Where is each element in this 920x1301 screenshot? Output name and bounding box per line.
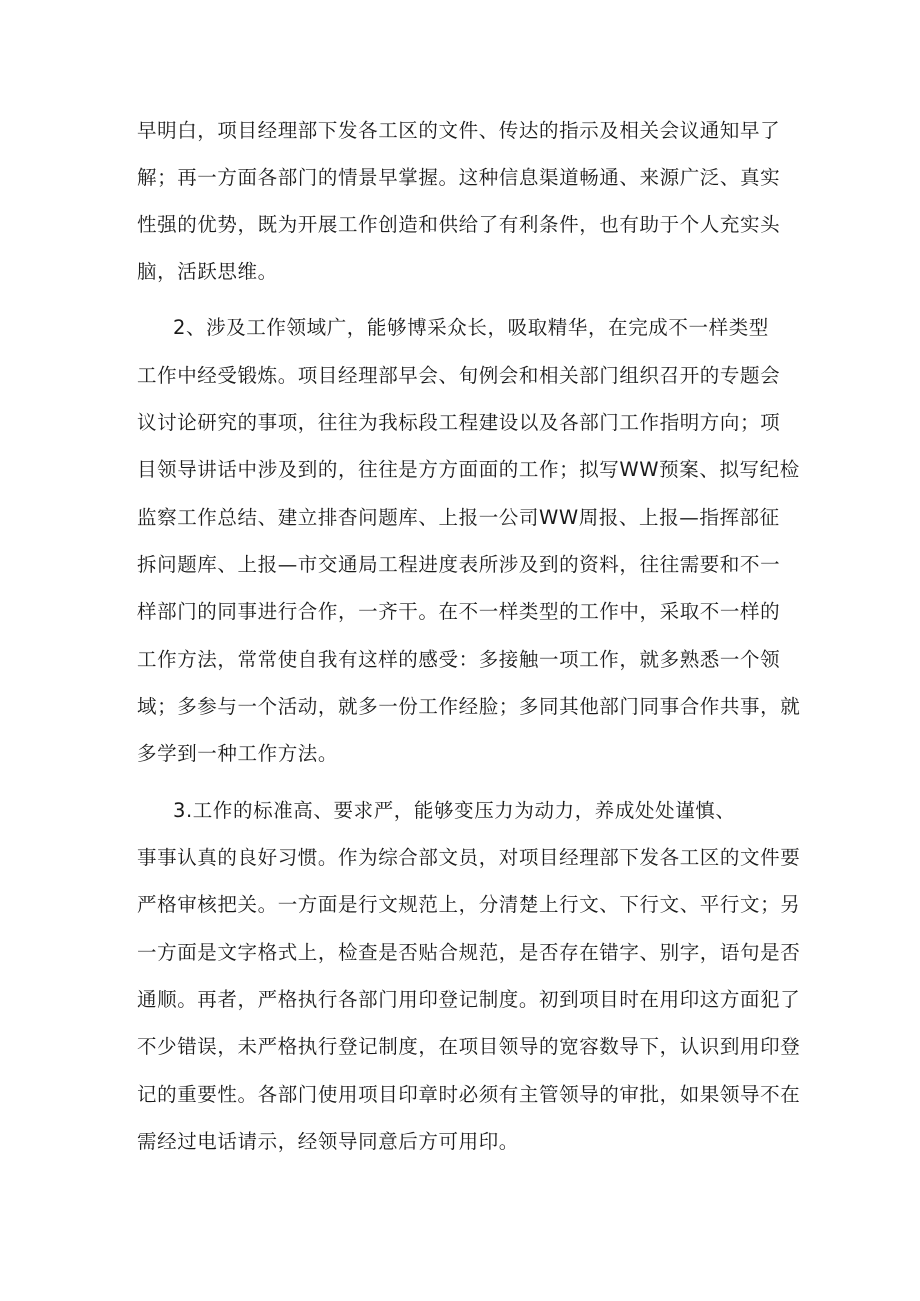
text-line: 拆问题库、上报—市交通局工程进度表所涉及到的资料，往往需要和不一 [137, 553, 781, 576]
text-line: 多学到一种工作方法。 [137, 742, 339, 765]
text-line: 解；再一方面各部门的情景早掌握。这种信息渠道畅通、来源广泛、真实 [137, 166, 781, 189]
text-line: 工作中经受锻炼。项目经理部早会、旬例会和相关部门组织召开的专题会 [137, 364, 781, 387]
text-line: 议讨论研究的事项，往往为我标段工程建设以及各部门工作指明方向；项 [137, 411, 781, 434]
text-line: 事事认真的良好习惯。作为综合部文员，对项目经理部下发各工区的文件要 [137, 846, 801, 869]
text-line: 性强的优势，既为开展工作创造和供给了有利条件，也有助于个人充实头 [137, 213, 781, 236]
text-line: 不少错误，未严格执行登记制度，在项目领导的宽容数导下，认识到用印登 [137, 1035, 801, 1058]
paragraph-2-first-line: 2、涉及工作领域广，能够博采众长，吸取精华，在完成不一样类型 [173, 316, 769, 339]
paragraph-3-first-line: 3.工作的标准高、要求严，能够变压力为动力，养成处处谨慎、 [173, 799, 736, 822]
text-line: 目领导讲话中涉及到的，往往是方方面面的工作；拟写WW预案、拟写纪检 [137, 458, 800, 481]
text-line: 早明白，项目经理部下发各工区的文件、传达的指示及相关会议通知早了 [137, 119, 781, 142]
text-line: 工作方法，常常使自我有这样的感受：多接触一项工作，就多熟悉一个领 [137, 648, 781, 671]
text-line: 通顺。再者，严格执行各部门用印登记制度。初到项目时在用印这方面犯了 [137, 988, 801, 1011]
text-line: 严格审核把关。一方面是行文规范上，分清楚上行文、下行文、平行文；另 [137, 893, 801, 916]
text-line: 监察工作总结、建立排杳问题库、上报一公司WW周报、上报—指挥部征 [137, 506, 780, 529]
text-line: 域；多参与一个活动，就多一份工作经脸；多同其他部门同事合作共事，就 [137, 695, 801, 718]
text-line: 需经过电话请示，经领导同意后方可用印。 [137, 1130, 519, 1153]
text-line: 一方面是文字格式上，检查是否贴合规范，是否存在错字、别字，语句是否 [137, 941, 801, 964]
text-line: 记的重要性。各部门使用项目印章时必须有主管领导的审批，如果领导不在 [137, 1083, 801, 1106]
text-line: 脑，活跃思维。 [137, 260, 278, 283]
text-line: 样部门的同事进行合作，一齐干。在不一样类型的工作中，采取不一样的 [137, 600, 781, 623]
